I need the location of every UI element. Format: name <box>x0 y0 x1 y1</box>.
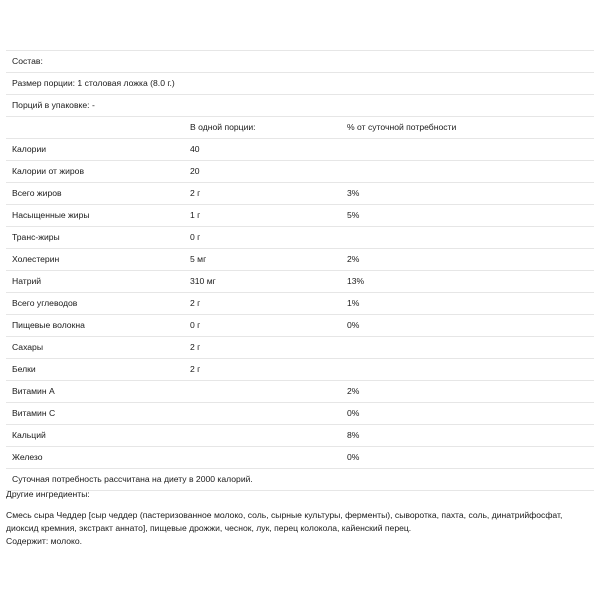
other-ingredients-text: Смесь сыра Чеддер [сыр чеддер (пастеризованное молоко, соль, сырные культуры, ферменты), сыворотка, пахта, соль, динатрийфосфат, диоксид кремния, экстракт аннато], пищевые дрожжи, чеснок, лук, перец колокола, кайенский перец. <box>6 510 563 533</box>
table-row <box>6 359 594 381</box>
table-row <box>6 183 594 205</box>
nutrient-name: Пищевые волокна <box>12 320 85 330</box>
nutrient-name: Всего жиров <box>12 188 62 198</box>
nutrient-name: Калории от жиров <box>12 166 85 176</box>
other-ingredients-section <box>6 488 594 548</box>
nutrient-amount: 40 <box>190 144 200 154</box>
nutrient-amount: 5 мг <box>190 254 207 264</box>
table-row <box>6 271 594 293</box>
servings-per-package: Порций в упаковке: - <box>12 100 95 110</box>
nutrient-amount: 2 г <box>190 364 201 374</box>
nutrient-name: Всего углеводов <box>12 298 78 308</box>
nutrient-amount: 2 г <box>190 188 201 198</box>
nutrient-amount: 0 г <box>190 232 201 242</box>
nutrient-daily-value: 0% <box>347 452 360 462</box>
nutrient-name: Белки <box>12 364 36 374</box>
daily-value-header: % от суточной потребности <box>347 122 457 132</box>
table-row <box>6 161 594 183</box>
nutrient-daily-value: 13% <box>347 276 365 286</box>
nutrient-amount: 1 г <box>190 210 201 220</box>
table-row <box>6 381 594 403</box>
nutrient-daily-value: 0% <box>347 408 360 418</box>
other-ingredients-title: Другие ингредиенты: <box>6 489 90 499</box>
nutrient-name: Транс-жиры <box>12 232 60 242</box>
nutrient-name: Витамин C <box>12 408 56 418</box>
nutrient-name: Насыщенные жиры <box>12 210 90 220</box>
table-row <box>6 205 594 227</box>
table-row <box>6 425 594 447</box>
table-row <box>6 403 594 425</box>
daily-value-footnote: Суточная потребность рассчитана на диету в 2000 калорий. <box>12 474 253 484</box>
per-serving-header: В одной порции: <box>190 122 256 132</box>
nutrient-daily-value: 8% <box>347 430 360 440</box>
nutrient-name: Калории <box>12 144 47 154</box>
servings-per-package-row <box>6 95 594 117</box>
serving-size-row <box>6 73 594 95</box>
allergen-contains: Содержит: молоко. <box>6 536 83 546</box>
table-row <box>6 249 594 271</box>
nutrient-amount: 2 г <box>190 342 201 352</box>
table-header-row <box>6 117 594 139</box>
table-row <box>6 139 594 161</box>
serving-size: Размер порции: 1 столовая ложка (8.0 г.) <box>12 78 175 88</box>
nutrient-daily-value: 0% <box>347 320 360 330</box>
composition-row <box>6 51 594 73</box>
nutrient-amount: 20 <box>190 166 200 176</box>
nutrient-daily-value: 2% <box>347 386 360 396</box>
nutrient-daily-value: 3% <box>347 188 360 198</box>
table-row <box>6 315 594 337</box>
nutrient-daily-value: 5% <box>347 210 360 220</box>
nutrient-amount: 310 мг <box>190 276 216 286</box>
nutrition-facts-table <box>6 50 594 491</box>
nutrient-name: Натрий <box>12 276 42 286</box>
nutrient-name: Витамин A <box>12 386 55 396</box>
nutrient-name: Сахары <box>12 342 44 352</box>
table-row <box>6 227 594 249</box>
nutrient-amount: 0 г <box>190 320 201 330</box>
nutrient-name: Кальций <box>12 430 46 440</box>
nutrient-name: Холестерин <box>12 254 60 264</box>
nutrient-amount: 2 г <box>190 298 201 308</box>
nutrient-name: Железо <box>12 452 43 462</box>
composition-label: Состав: <box>12 56 43 66</box>
table-row <box>6 293 594 315</box>
table-row <box>6 447 594 469</box>
table-row <box>6 337 594 359</box>
nutrient-daily-value: 2% <box>347 254 360 264</box>
nutrient-daily-value: 1% <box>347 298 360 308</box>
